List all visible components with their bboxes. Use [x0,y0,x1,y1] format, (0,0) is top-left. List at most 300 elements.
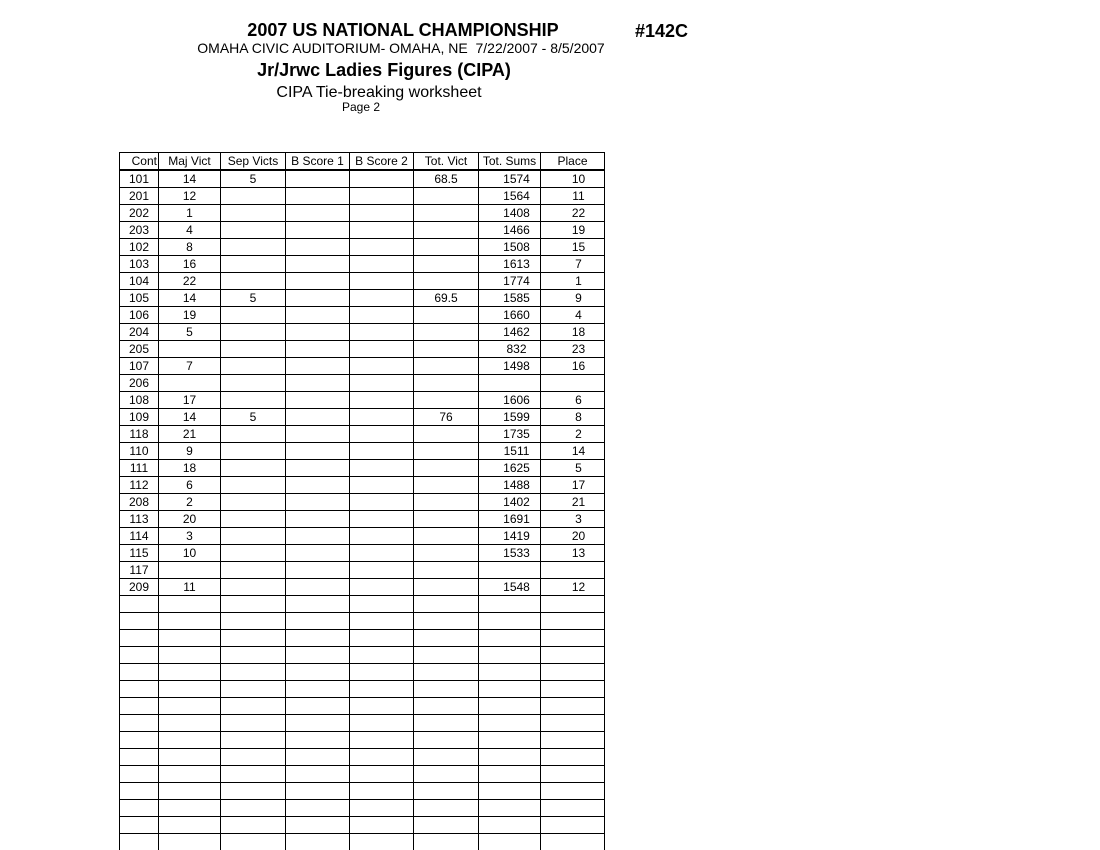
table-cell [350,698,414,715]
table-cell [350,170,414,188]
empty-table-row [120,817,605,834]
table-cell: 1488 [479,477,541,494]
table-cell [541,647,605,664]
table-cell [286,817,350,834]
table-cell [350,426,414,443]
empty-table-row [120,732,605,749]
table-cell: 23 [541,341,605,358]
table-cell [350,562,414,579]
table-cell [479,766,541,783]
table-cell [221,715,286,732]
table-cell [286,647,350,664]
table-cell [159,783,221,800]
table-cell [350,596,414,613]
table-cell: 104 [120,273,159,290]
table-cell [479,698,541,715]
empty-table-row [120,766,605,783]
table-cell [286,494,350,511]
table-cell [350,341,414,358]
table-cell [286,358,350,375]
table-cell: 18 [541,324,605,341]
table-cell [159,732,221,749]
page-number: Page 2 [341,100,381,114]
page-title: 2007 US NATIONAL CHAMPIONSHIP [247,20,559,40]
table-cell [221,375,286,392]
table-cell [414,358,479,375]
table-cell [221,732,286,749]
table-cell [286,443,350,460]
table-cell [286,460,350,477]
table-cell [414,528,479,545]
table-cell [159,630,221,647]
table-cell [221,749,286,766]
table-cell [120,681,159,698]
table-row [120,562,605,579]
table-cell [541,749,605,766]
table-cell [350,477,414,494]
table-cell: 113 [120,511,159,528]
table-cell [541,630,605,647]
table-cell [414,817,479,834]
table-cell [221,222,286,239]
table-cell [286,426,350,443]
table-cell [350,205,414,222]
table-cell: 14 [159,170,221,188]
empty-table-row [120,715,605,732]
table-cell: 12 [541,579,605,596]
table-cell [286,800,350,817]
table-cell [286,749,350,766]
table-cell [541,375,605,392]
table-cell [479,562,541,579]
table-cell [350,307,414,324]
table-header-row [120,153,605,171]
table-cell [479,664,541,681]
table-cell: 101 [120,170,159,188]
table-cell [414,647,479,664]
table-cell [350,783,414,800]
table-cell [414,341,479,358]
table-cell [159,613,221,630]
table-cell [350,358,414,375]
column-header-sep-victs: Sep Victs [221,153,286,171]
table-cell [350,749,414,766]
table-cell: 205 [120,341,159,358]
table-cell [414,800,479,817]
table-cell: 1625 [479,460,541,477]
column-header-cont: Cont [120,153,159,171]
table-cell [479,800,541,817]
table-cell: 1548 [479,579,541,596]
table-cell [286,596,350,613]
table-cell [414,681,479,698]
table-cell: 22 [159,273,221,290]
table-cell [479,749,541,766]
table-cell [414,324,479,341]
table-cell [414,596,479,613]
table-cell [541,732,605,749]
table-cell: 9 [159,443,221,460]
table-cell [286,341,350,358]
table-cell [350,545,414,562]
table-cell [221,817,286,834]
table-cell: 1585 [479,290,541,307]
table-row [120,579,605,596]
worksheet-title: CIPA Tie-breaking worksheet [276,84,482,101]
table-cell: 10 [159,545,221,562]
table-cell [350,715,414,732]
table-cell: 8 [541,409,605,426]
table-cell [541,698,605,715]
table-cell [221,358,286,375]
event-number: #142C [635,21,689,41]
table-cell [286,324,350,341]
table-cell [479,596,541,613]
table-cell [159,698,221,715]
table-cell: 5 [159,324,221,341]
table-row [120,324,605,341]
empty-table-row [120,596,605,613]
table-cell [221,426,286,443]
table-cell: 14 [159,409,221,426]
table-cell: 5 [541,460,605,477]
table-cell [414,613,479,630]
table-cell: 109 [120,409,159,426]
table-cell [350,188,414,205]
table-cell: 6 [541,392,605,409]
table-cell: 5 [221,290,286,307]
table-row [120,426,605,443]
table-cell [350,409,414,426]
table-cell [159,834,221,850]
table-cell: 108 [120,392,159,409]
table-cell [120,596,159,613]
table-cell: 17 [159,392,221,409]
table-cell [120,834,159,850]
table-row [120,528,605,545]
table-cell [414,273,479,290]
table-cell [159,817,221,834]
table-cell: 21 [541,494,605,511]
empty-table-row [120,698,605,715]
table-row [120,409,605,426]
table-cell [414,460,479,477]
table-cell: 1408 [479,205,541,222]
table-cell [286,766,350,783]
table-cell [286,783,350,800]
table-cell [286,613,350,630]
table-cell: 106 [120,307,159,324]
table-row [120,341,605,358]
table-cell: 6 [159,477,221,494]
table-cell [479,681,541,698]
table-cell [120,715,159,732]
table-cell: 3 [541,511,605,528]
table-cell [414,766,479,783]
table-cell: 2 [541,426,605,443]
table-cell [350,647,414,664]
table-cell: 5 [221,409,286,426]
table-cell [414,698,479,715]
table-cell [221,188,286,205]
column-header-b-score-2: B Score 2 [350,153,414,171]
table-cell [286,477,350,494]
table-cell [350,324,414,341]
empty-table-row [120,783,605,800]
table-cell: 117 [120,562,159,579]
table-cell [120,783,159,800]
table-cell [350,494,414,511]
empty-table-row [120,647,605,664]
table-cell [350,834,414,850]
table-cell: 17 [541,477,605,494]
table-cell [350,511,414,528]
table-cell: 12 [159,188,221,205]
table-cell: 10 [541,170,605,188]
table-row [120,477,605,494]
table-cell: 204 [120,324,159,341]
table-cell: 19 [159,307,221,324]
table-cell [159,800,221,817]
table-cell [221,834,286,850]
table-cell [350,579,414,596]
table-cell [479,375,541,392]
table-cell [120,749,159,766]
column-header-tot-sums: Tot. Sums [479,153,541,171]
table-cell: 14 [159,290,221,307]
table-cell: 7 [159,358,221,375]
table-cell [541,613,605,630]
empty-table-row [120,664,605,681]
table-cell [479,783,541,800]
table-cell: 1533 [479,545,541,562]
table-cell [541,766,605,783]
table-cell: 2 [159,494,221,511]
table-cell [286,528,350,545]
table-cell: 1 [541,273,605,290]
table-row [120,545,605,562]
table-cell [286,698,350,715]
table-cell [479,732,541,749]
table-cell: 18 [159,460,221,477]
table-cell: 14 [541,443,605,460]
table-cell: 8 [159,239,221,256]
table-cell [350,630,414,647]
table-cell [221,545,286,562]
table-cell [541,715,605,732]
table-row [120,443,605,460]
table-cell [120,732,159,749]
table-row [120,460,605,477]
table-cell [286,256,350,273]
table-cell [221,307,286,324]
table-cell [221,494,286,511]
table-cell [350,732,414,749]
table-cell: 1564 [479,188,541,205]
table-cell [286,681,350,698]
table-cell [414,477,479,494]
table-cell [479,647,541,664]
table-cell [414,783,479,800]
table-cell [541,817,605,834]
table-cell [221,392,286,409]
table-cell: 201 [120,188,159,205]
table-cell: 7 [541,256,605,273]
table-cell: 11 [541,188,605,205]
table-cell: 1606 [479,392,541,409]
table-cell: 15 [541,239,605,256]
table-cell [541,681,605,698]
empty-table-row [120,613,605,630]
table-cell: 1599 [479,409,541,426]
table-cell [159,647,221,664]
table-cell: 1462 [479,324,541,341]
table-cell [479,715,541,732]
table-cell [221,783,286,800]
table-cell: 3 [159,528,221,545]
table-cell: 20 [159,511,221,528]
table-row [120,392,605,409]
table-cell: 1498 [479,358,541,375]
table-cell: 1574 [479,170,541,188]
table-cell [221,766,286,783]
table-cell: 20 [541,528,605,545]
table-cell [120,647,159,664]
table-cell [286,579,350,596]
table-cell [159,715,221,732]
table-cell [414,545,479,562]
table-cell [221,800,286,817]
table-cell [159,681,221,698]
table-cell: 1466 [479,222,541,239]
column-header-b-score-1: B Score 1 [286,153,350,171]
table-row [120,170,605,188]
table-cell [350,222,414,239]
table-cell: 1402 [479,494,541,511]
table-cell: 102 [120,239,159,256]
table-cell [414,222,479,239]
table-cell: 209 [120,579,159,596]
table-cell [221,613,286,630]
table-cell [350,817,414,834]
table-cell: 69.5 [414,290,479,307]
table-cell: 1508 [479,239,541,256]
table-cell [414,205,479,222]
table-cell [286,409,350,426]
empty-table-row [120,749,605,766]
table-cell [221,341,286,358]
table-cell [541,562,605,579]
table-row [120,290,605,307]
table-cell [120,766,159,783]
table-cell [541,834,605,850]
table-cell [221,698,286,715]
table-cell [286,188,350,205]
table-cell [414,256,479,273]
table-cell [221,511,286,528]
table-cell [286,375,350,392]
table-cell [286,205,350,222]
table-cell [221,273,286,290]
table-cell [120,698,159,715]
empty-table-row [120,630,605,647]
table-cell: 111 [120,460,159,477]
table-cell [120,664,159,681]
table-cell [350,375,414,392]
table-row [120,256,605,273]
table-cell [159,562,221,579]
column-header-maj-vict: Maj Vict [159,153,221,171]
table-row [120,222,605,239]
table-cell [221,647,286,664]
table-cell: 114 [120,528,159,545]
table-row [120,188,605,205]
table-cell [221,256,286,273]
table-cell [414,511,479,528]
table-row [120,307,605,324]
table-cell [414,426,479,443]
table-cell [221,443,286,460]
table-cell: 110 [120,443,159,460]
table-cell [159,664,221,681]
table-cell [479,630,541,647]
table-cell [286,222,350,239]
table-cell [541,783,605,800]
table-cell: 118 [120,426,159,443]
table-cell [414,715,479,732]
table-cell: 105 [120,290,159,307]
table-cell [414,630,479,647]
table-row [120,273,605,290]
table-cell [479,613,541,630]
table-cell: 1774 [479,273,541,290]
table-cell [286,562,350,579]
table-cell [286,239,350,256]
column-header-place: Place [541,153,605,171]
table-cell: 9 [541,290,605,307]
table-cell: 1735 [479,426,541,443]
table-cell [541,596,605,613]
table-cell [159,749,221,766]
table-cell: 13 [541,545,605,562]
table-cell [120,817,159,834]
table-cell [120,613,159,630]
table-cell: 202 [120,205,159,222]
table-cell [414,834,479,850]
table-cell [414,664,479,681]
table-cell [286,715,350,732]
table-cell [159,596,221,613]
table-cell [414,239,479,256]
table-cell: 16 [541,358,605,375]
table-cell [221,528,286,545]
table-cell [221,630,286,647]
table-cell [414,443,479,460]
table-cell [286,630,350,647]
table-cell [414,562,479,579]
table-cell: 103 [120,256,159,273]
table-cell [350,443,414,460]
table-cell: 1660 [479,307,541,324]
table-cell [221,324,286,341]
table-cell [350,273,414,290]
table-cell [286,511,350,528]
event-name: Jr/Jrwc Ladies Figures (CIPA) [257,60,511,80]
tie-breaking-table [119,152,605,850]
table-cell [414,307,479,324]
table-cell [221,664,286,681]
table-cell: 832 [479,341,541,358]
